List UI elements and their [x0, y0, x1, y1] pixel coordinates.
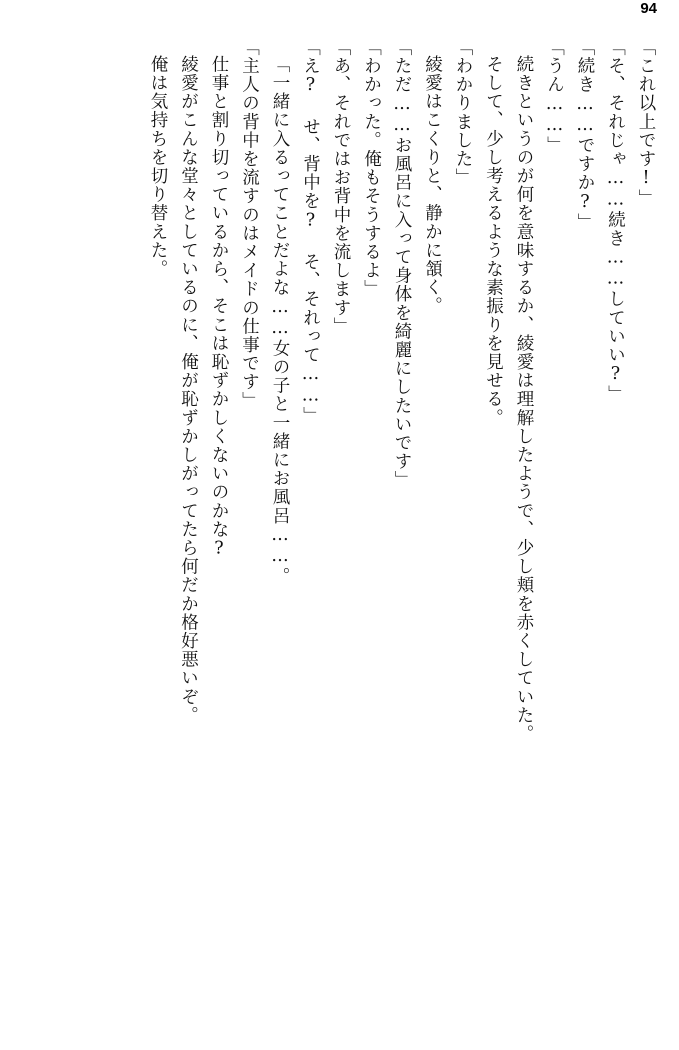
- text-line: 「わかった。俺もそうするよ」: [361, 38, 382, 299]
- text-line: 綾愛がこんな堂々としているのに、俺が恥ずかしがってたら何だか格好悪いぞ。: [178, 55, 199, 725]
- text-line: 「わかりました」: [453, 38, 473, 187]
- text-line: 「続き……ですか?」: [575, 38, 595, 232]
- text-line: 「そ、それじゃ……続き……していい?」: [605, 38, 626, 404]
- vertical-text-body: [18, 38, 661, 1010]
- text-line: 「あ、それではお背中を流します」: [331, 38, 351, 336]
- text-line: そして、少し考えるような素振りを見せる。: [483, 55, 504, 427]
- text-line: 「うん……」: [544, 38, 565, 155]
- text-line: 「一緒に入るってことだよな……女の子と一緒にお風呂……。: [270, 55, 290, 586]
- text-line: 「主人の背中を流すのはメイドの仕事です」: [239, 38, 260, 410]
- text-line: 続きというのが何を意味するか、綾愛は理解したようで、少し頬を赤くしていた。: [514, 55, 534, 744]
- text-line: 「ただ……お風呂に入って身体を綺麗にしたいです」: [392, 38, 412, 490]
- text-line: 俺は気持ちを切り替えた。: [148, 55, 168, 279]
- text-line: 綾愛はこくりと、静かに頷く。: [422, 55, 443, 316]
- page-number: 94: [640, 0, 657, 17]
- text-line: 「え? せ、背中を? そ、それって……」: [300, 38, 321, 425]
- text-line: 「これ以上です!」: [636, 38, 656, 208]
- text-line: 仕事と割り切っているから、そこは恥ずかしくないのかな?: [209, 55, 229, 560]
